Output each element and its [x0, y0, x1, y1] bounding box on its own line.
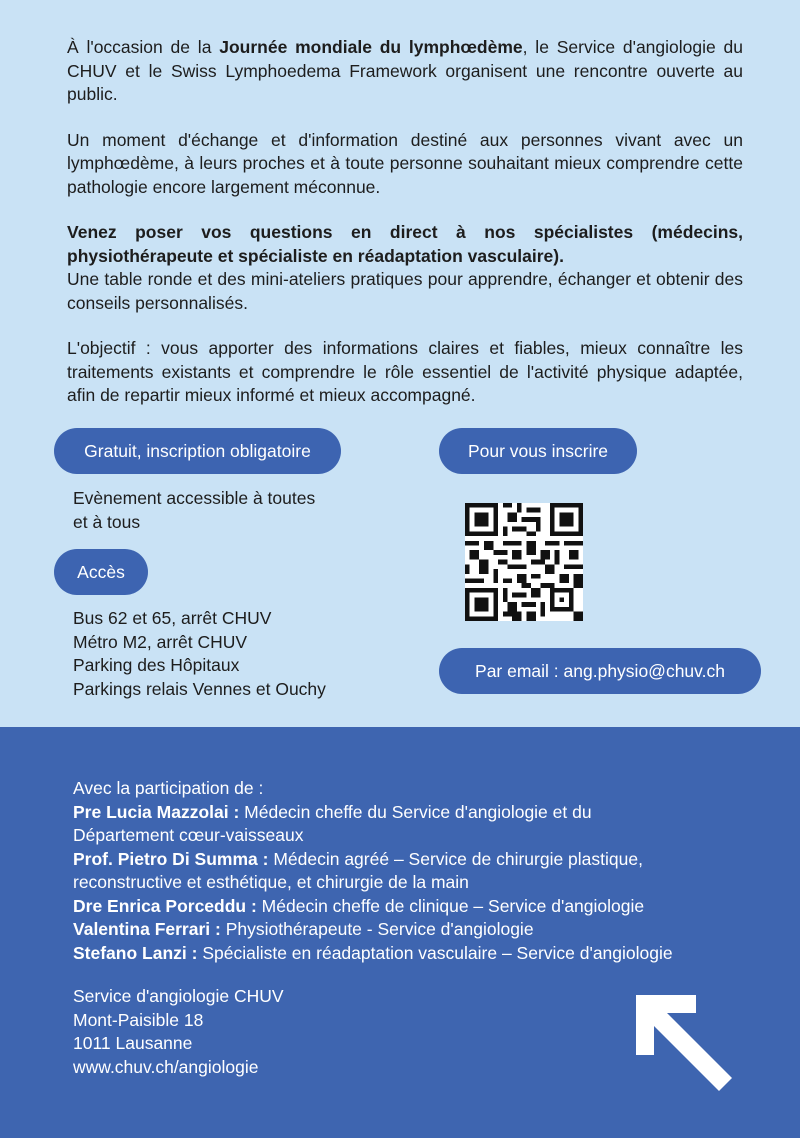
participants-list: Avec la participation de : Pre Lucia Mazzolai : Médecin cheffe du Service d'angiologie et du Département cœur-vaisseaux Prof. Pietro Di Summa : Médecin agréé – Service de chirurgie plastique, reconstructive et esthétique, et chirurgie de la main Dre Enrica Porceddu : Médecin cheffe de clinique – Service d'angiologie Valentina Ferrari : Physiothérapeute - Service d'angiologie Stefano Lanzi : Spécialiste en réadaptation vasculaire – Service d'angiologie: [73, 777, 763, 965]
access-info: Bus 62 et 65, arrêt CHUV Métro M2, arrêt CHUV Parking des Hôpitaux Parkings relais Vennes et Ouchy: [73, 608, 326, 699]
intro-paragraph-2: Un moment d'échange et d'information destiné aux personnes vivant avec un lymphœdème, à leurs proches et à toute personne souhaitant mieux comprendre cette pathologie encore largement méconnue.: [67, 129, 743, 197]
intro-paragraph-3: Venez poser vos questions en direct à nos spécialistes (médecins, physiothérapeute et spécialiste en réadaptation vasculaire). Une table ronde et des mini-ateliers pratiques pour apprendre, échanger et obtenir des conseils personnalisés.: [67, 222, 743, 313]
intro-paragraph-4: L'objectif : vous apporter des informations claires et fiables, mieux connaître les traitements existants et comprendre le rôle essentiel de l'activité physique adaptée, afin de repartir mieux informé et mieux accompagné.: [67, 338, 743, 405]
participant: Dre Enrica Porceddu : Médecin cheffe de clinique – Service d'angiologie: [73, 895, 645, 916]
free-registration-pill: Gratuit, inscription obligatoire: [54, 428, 341, 474]
participant: Valentina Ferrari : Physiothérapeute - Service d'angiologie: [73, 919, 534, 939]
email-button[interactable]: Par email : ang.physio@chuv.ch: [439, 648, 761, 694]
event-name: Journée mondiale du lymphœdème: [219, 37, 523, 57]
participant: Stefano Lanzi : Spécialiste en réadaptation vasculaire – Service d'angiologie: [73, 942, 673, 963]
participants-intro: Avec la participation de :: [73, 778, 264, 798]
accessibility-note: Evènement accessible à toutes et à tous: [73, 488, 316, 532]
participants-section: [0, 727, 800, 1138]
arrow-up-left-icon: [636, 995, 732, 1091]
qr-code-icon[interactable]: [465, 503, 583, 621]
participant: Prof. Pietro Di Summa : Médecin agréé – Service de chirurgie plastique,: [73, 848, 643, 869]
access-pill: Accès: [54, 549, 148, 595]
intro-paragraph-1: À l'occasion de la Journée mondiale du lymphœdème, le Service d'angiologie du CHUV et le Swiss Lymphoedema Framework organisent une rencontre ouverte au public.: [67, 37, 743, 104]
website-link[interactable]: www.chuv.ch/angiologie: [73, 1056, 259, 1077]
intro-text: [67, 36, 743, 430]
register-button[interactable]: Pour vous inscrire: [439, 428, 637, 474]
participant: Pre Lucia Mazzolai : Médecin cheffe du Service d'angiologie et du: [73, 801, 592, 822]
address-block: Service d'angiologie CHUV Mont-Paisible 18 1011 Lausanne www.chuv.ch/angiologie: [73, 985, 284, 1079]
